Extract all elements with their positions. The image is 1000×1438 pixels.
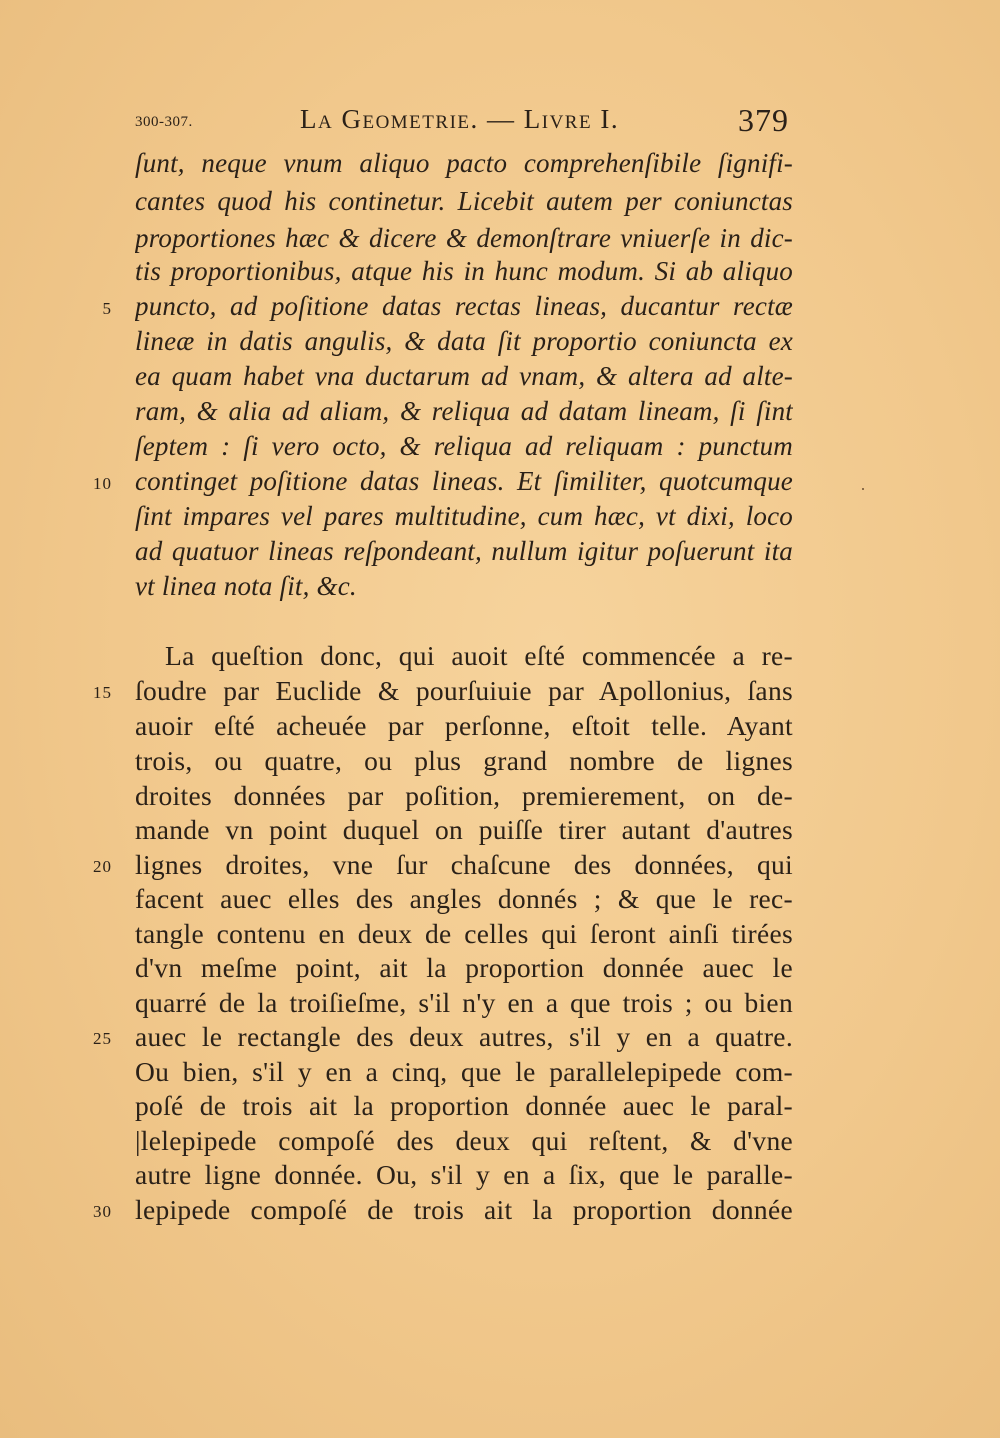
french-line: droites données par poſition, premierement, on de- — [135, 780, 793, 811]
french-line: autre ligne donnée. Ou, s'il y en a ſix, que le paralle- — [135, 1159, 793, 1190]
latin-line: proportiones hæc & dicere & demonſtrare vniuerſe in dic- — [135, 223, 793, 253]
margin-line-number: 10 — [93, 474, 112, 493]
french-line: poſé de trois ait la proportion donnée auec le paral- — [135, 1090, 793, 1121]
french-line: mande vn point duquel on puiſſe tirer autant d'autres — [135, 814, 793, 845]
french-line: ſoudre par Euclide & pourſuiuie par Apollonius, ſans — [135, 675, 793, 706]
page-header — [0, 104, 1000, 144]
french-line: tangle contenu en deux de celles qui ſeront ainſi tirées — [135, 918, 793, 949]
latin-line: lineæ in datis angulis, & data ſit proportio coniuncta ex — [135, 326, 793, 356]
french-line: auoir eſté acheuée par perſonne, eſtoit telle. Ayant — [135, 710, 793, 741]
french-line: quarré de la troiſieſme, s'il n'y en a que trois ; ou bien — [135, 987, 793, 1018]
page-number: 379 — [738, 102, 789, 138]
latin-line: puncto, ad poſitione datas rectas lineas, ducantur rectæ — [135, 291, 793, 321]
latin-line: continget poſitione datas lineas. Et ſimiliter, quotcumque — [135, 466, 793, 496]
margin-line-number: 30 — [93, 1202, 112, 1221]
french-line: lepipede compoſé de trois ait la proportion donnée — [135, 1194, 793, 1225]
french-line: auec le rectangle des deux autres, s'il y en a quatre. — [135, 1021, 793, 1052]
french-line: La queſtion donc, qui auoit eſté commencée a re- — [165, 640, 793, 671]
french-line: lignes droites, vne ſur chaſcune des données, qui — [135, 849, 793, 880]
latin-line: ad quatuor lineas reſpondeant, nullum igitur poſuerunt ita — [135, 536, 793, 566]
latin-line: ſeptem : ſi vero octo, & reliqua ad reliquam : punctum — [135, 431, 793, 461]
paper-speck — [862, 488, 864, 490]
margin-line-number: 15 — [93, 683, 112, 702]
latin-line: ſunt, neque vnum aliquo pacto comprehenſibile ſignifi- — [135, 148, 793, 178]
margin-line-number: 20 — [93, 857, 112, 876]
margin-line-number: 25 — [93, 1029, 112, 1048]
original-pages-reference: 300-307. — [135, 114, 193, 130]
french-line: Ou bien, s'il y en a cinq, que le parallelepipede com- — [135, 1056, 793, 1087]
latin-line: ea quam habet vna ductarum ad vnam, & altera ad alte- — [135, 361, 793, 391]
french-line: facent auec elles des angles donnés ; & que le rec- — [135, 883, 793, 914]
french-line: d'vn meſme point, ait la proportion donnée auec le — [135, 952, 793, 983]
latin-line: ram, & alia ad aliam, & reliqua ad datam lineam, ſi ſint — [135, 396, 793, 426]
latin-line: cantes quod his continetur. Licebit autem per coniunctas — [135, 186, 793, 216]
french-line: |lelepipede compoſé des deux qui reſtent, & d'vne — [135, 1125, 793, 1156]
running-title: La Geometrie. — Livre I. — [300, 104, 620, 134]
latin-line: vt linea nota ſit, &c. — [135, 571, 357, 601]
latin-line: tis proportionibus, atque his in hunc modum. Si ab aliquo — [135, 256, 793, 286]
french-line: trois, ou quatre, ou plus grand nombre de lignes — [135, 745, 793, 776]
latin-line: ſint impares vel pares multitudine, cum hæc, vt dixi, loco — [135, 501, 793, 531]
margin-line-number: 5 — [102, 299, 112, 318]
